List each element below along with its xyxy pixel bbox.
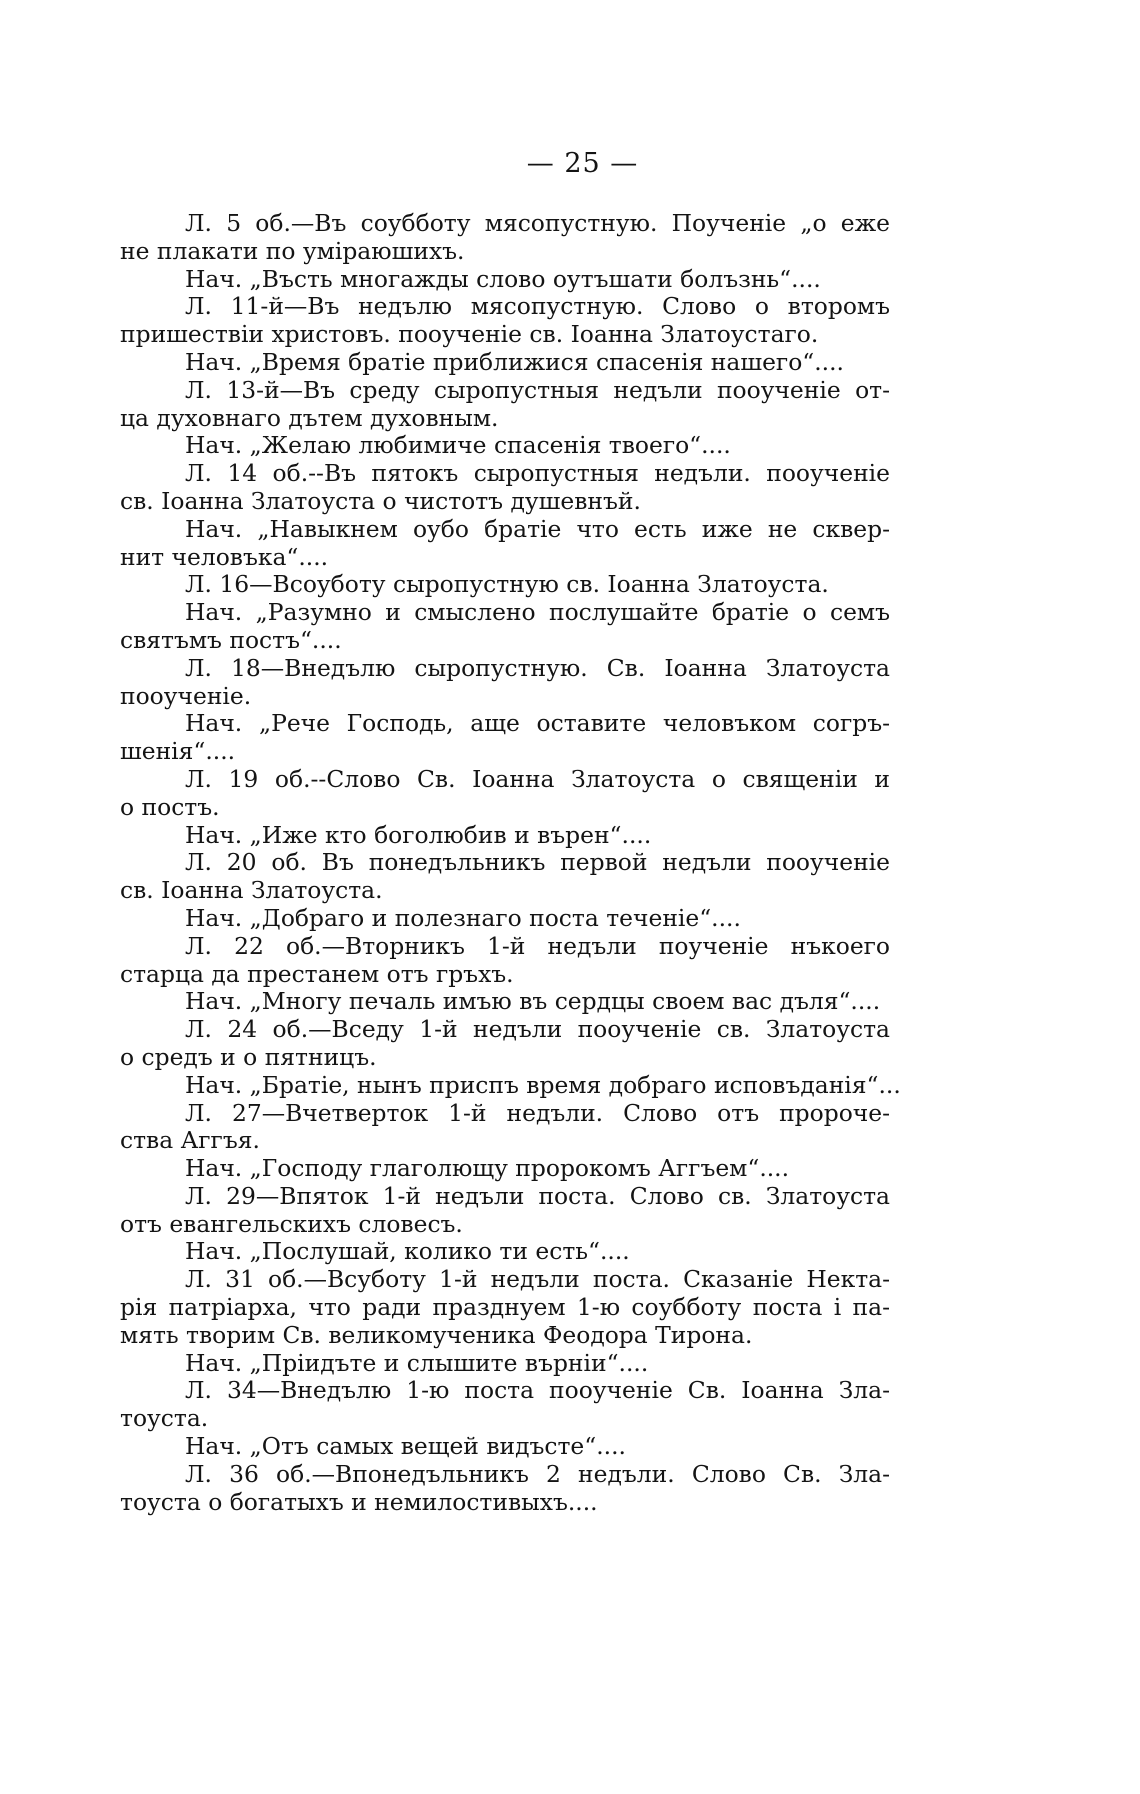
entry-line: Нач. „Добраго и полезнаго поста теченіе“.... (185, 903, 741, 932)
catalog-entry (120, 1070, 901, 1100)
catalog-entry (120, 710, 890, 766)
entry-line: Нач. „Время братіе приближися спасенія нашего“.... (185, 347, 844, 376)
catalog-entry (120, 822, 890, 850)
entry-line: Нач. „Послушай, колико ти есть“.... (185, 1237, 630, 1266)
catalog-entry (120, 933, 890, 989)
entry-line: Нач. „Многу печаль имъю въ сердцы своем вас дъля“.... (185, 987, 881, 1016)
entry-line: Л. 20 об. Въ понедъльникъ первой недъли пооученіе (185, 848, 890, 877)
entry-line: Л. 24 об.—Вседу 1-й недъли пооученіе св. Златоуста (185, 1015, 890, 1044)
catalog-entry (120, 1016, 890, 1072)
entry-line: пооученіе. (120, 681, 252, 710)
entry-line: старца да престанем отъ гръхъ. (120, 959, 514, 988)
catalog-entry (120, 599, 890, 655)
entry-line: Нач. „Иже кто боголюбив и върен“.... (185, 820, 652, 849)
entry-line: Л. 36 об.—Впонедъльникъ 2 недъли. Слово Св. Зла- (185, 1459, 890, 1488)
entry-line: Л. 22 об.—Вторникъ 1-й недъли поученіе нъкоего (185, 931, 890, 960)
catalog-entry (120, 1350, 890, 1378)
entry-line: Нач. „Господу глаголющу пророкомъ Аггъем“.... (185, 1154, 790, 1183)
entry-line: Л. 13-й—Въ среду сыропустныя недъли пооученіе от- (185, 375, 890, 404)
catalog-entry (120, 1183, 890, 1239)
entry-line: тоуста. (120, 1404, 209, 1433)
entry-line: Л. 34—Внедълю 1-ю поста пооученіе Св. Іоанна Зла- (185, 1376, 890, 1405)
entry-line: Л. 16—Всоуботу сыропустную св. Іоанна Златоуста. (185, 570, 829, 599)
entry-line: Л. 27—Вчетверток 1-й недъли. Слово отъ пророче- (185, 1098, 890, 1127)
entry-line: мять творим Св. великомученика Феодора Тирона. (120, 1320, 753, 1349)
entry-line: ца духовнаго дътем духовным. (120, 403, 499, 432)
text-body (120, 209, 901, 1516)
entry-line: Нач. „Пріидъте и слышите върніи“.... (185, 1348, 649, 1377)
entry-line: шенія“.... (120, 737, 236, 766)
catalog-entry (120, 432, 890, 460)
entry-line: о постъ. (120, 792, 220, 821)
entry-line: рія патріарха, что ради празднуем 1-ю соубботу поста і па- (120, 1293, 890, 1322)
entry-line: тоуста о богатыхъ и немилостивыхъ.... (120, 1487, 598, 1516)
catalog-entry (120, 655, 890, 711)
entry-line: пришествіи христовъ. пооученіе св. Іоанна Златоустаго. (120, 320, 819, 349)
entry-line: Л. 11-й—Въ недълю мясопустную. Слово о второмъ (185, 292, 890, 321)
entry-line: Нач. „Братіе, нынъ приспъ время добраго исповъданія“... (185, 1070, 901, 1099)
entry-line: Л. 19 об.--Слово Св. Іоанна Златоуста о священіи и (185, 764, 890, 793)
catalog-entry (120, 1155, 890, 1183)
entry-line: Нач. „Отъ самых вещей видъсте“.... (185, 1432, 626, 1461)
catalog-entry (120, 1377, 890, 1433)
entry-line: Нач. „Желаю любимиче спасенія твоего“.... (185, 431, 731, 460)
entry-line: ства Аггъя. (120, 1126, 260, 1155)
catalog-entry (120, 210, 890, 266)
catalog-entry (120, 1461, 890, 1517)
catalog-entry (120, 293, 890, 349)
catalog-entry (120, 1433, 890, 1461)
entry-line: святъмъ постъ“.... (120, 625, 342, 654)
entry-line: Л. 29—Впяток 1-й недъли поста. Слово св. Златоуста (185, 1181, 890, 1210)
catalog-entry (120, 988, 890, 1016)
catalog-entry (120, 460, 890, 516)
entry-line: Л. 31 об.—Всуботу 1-й недъли поста. Сказаніе Некта- (185, 1265, 890, 1294)
entry-line: Л. 5 об.—Въ соубботу мясопустную. Поученіе „о еже (185, 209, 890, 237)
catalog-entry (120, 1100, 890, 1156)
catalog-entry (120, 571, 890, 599)
entry-line: Нач. „Навыкнем оубо братіе что есть иже не сквер- (185, 514, 890, 543)
catalog-entry (120, 266, 890, 294)
catalog-entry (120, 349, 890, 377)
entry-line: не плакати по уміраюшихъ. (120, 236, 465, 265)
entry-line: Нач. „Рече Господь, аще оставите человъком согръ- (185, 709, 890, 738)
entry-line: св. Іоанна Златоуста. (120, 876, 383, 905)
entry-line: Нач. „Въсть многажды слово оутъшати болъзнь“.... (185, 264, 821, 293)
entry-line: Нач. „Разумно и смыслено послушайте братіе о семъ (185, 598, 890, 627)
catalog-entry (120, 766, 890, 822)
catalog-entry (120, 1238, 890, 1266)
entry-line: отъ евангельскихъ словесъ. (120, 1209, 463, 1238)
page-number: — 25 — (526, 148, 639, 179)
catalog-entry (120, 377, 890, 433)
catalog-entry (120, 849, 890, 905)
entry-line: Л. 18—Внедълю сыропустную. Св. Іоанна Златоуста (185, 653, 890, 682)
catalog-entry (120, 1266, 890, 1349)
entry-line: св. Іоанна Златоуста о чистотъ душевнъй. (120, 486, 641, 515)
entry-line: нит человъка“.... (120, 542, 329, 571)
catalog-entry (120, 516, 890, 572)
catalog-entry (120, 905, 890, 933)
entry-line: о средъ и о пятницъ. (120, 1042, 377, 1071)
entry-line: Л. 14 об.--Въ пятокъ сыропустныя недъли. пооученіе (185, 459, 890, 488)
